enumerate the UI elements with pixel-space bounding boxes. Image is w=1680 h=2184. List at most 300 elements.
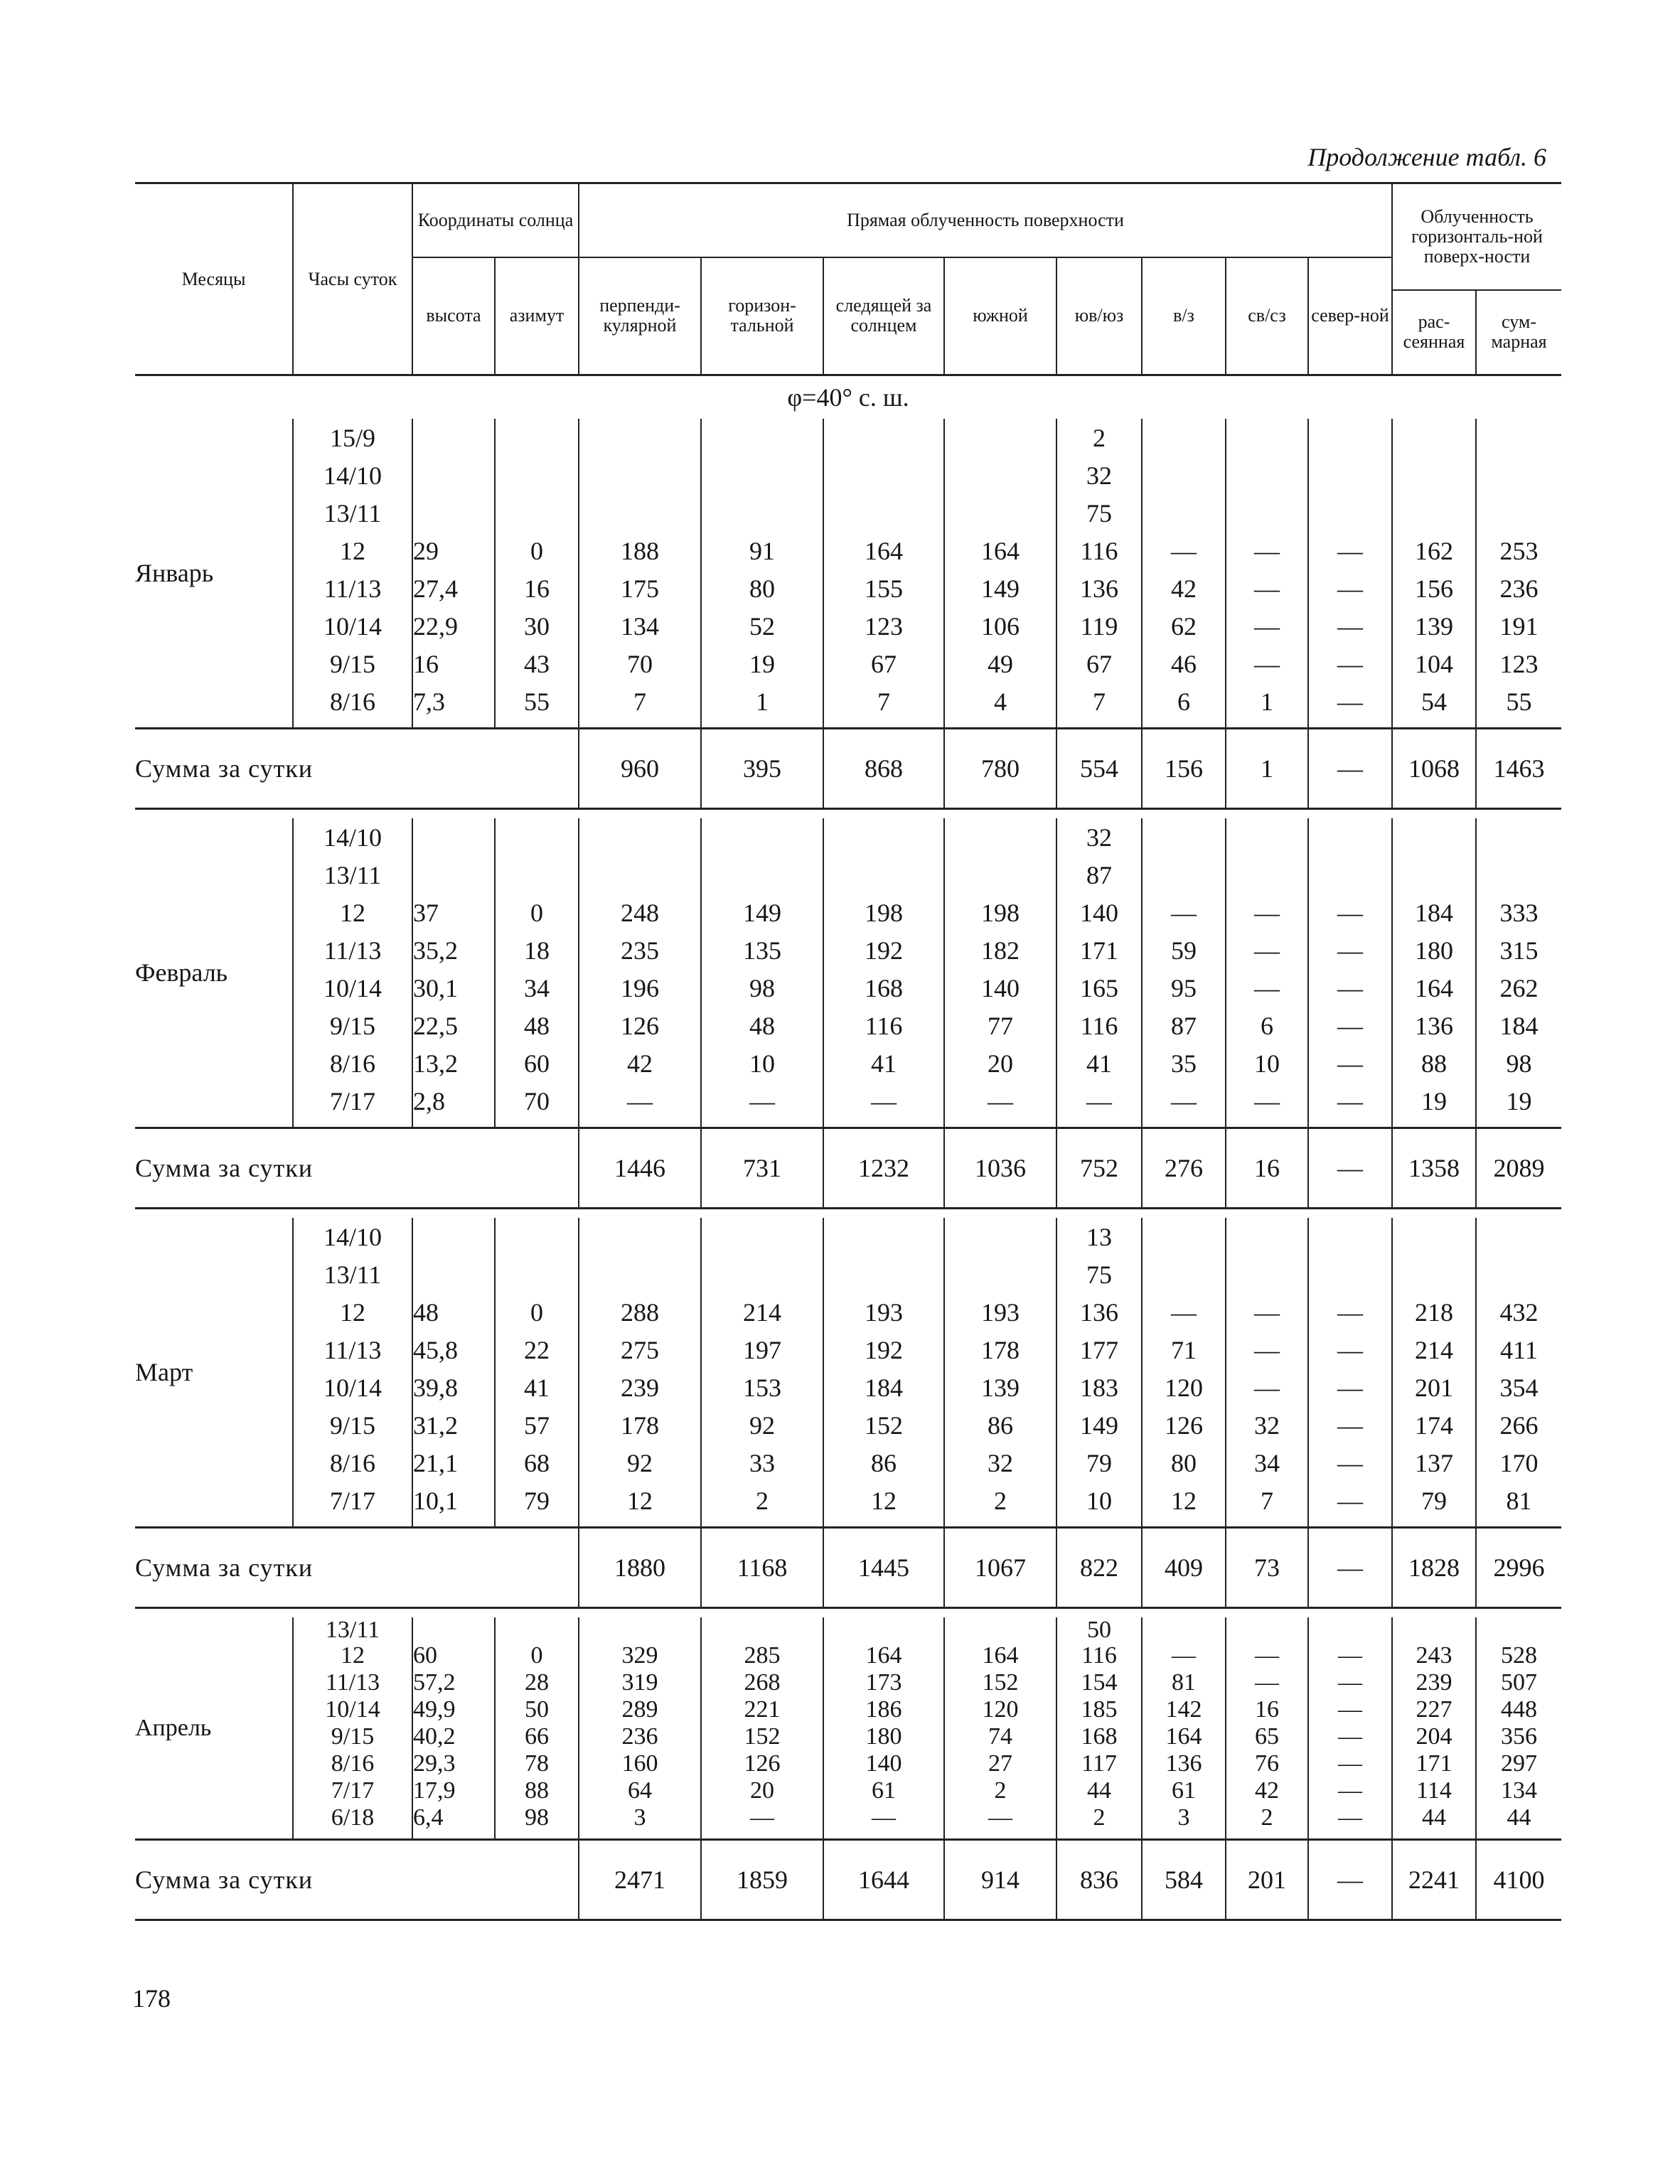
cell-diffuse: 156 [1392, 569, 1476, 607]
cell-north: — [1308, 1369, 1392, 1406]
cell-tracking: 193 [823, 1293, 944, 1331]
cell-diffuse: 44 [1392, 1804, 1476, 1840]
cell-perp [579, 494, 701, 532]
cell-diffuse: 114 [1392, 1777, 1476, 1804]
cell-south: — [944, 1804, 1056, 1840]
cell-se-sw: 2 [1056, 1804, 1142, 1840]
table-row [135, 1406, 1561, 1444]
cell-azimuth [495, 818, 579, 856]
cell-perp: 248 [579, 894, 701, 931]
cell-se-sw: 117 [1056, 1750, 1142, 1777]
cell-north: — [1308, 1642, 1392, 1669]
cell-hour: 13/11 [293, 1617, 412, 1642]
sum-diffuse: 1358 [1392, 1128, 1476, 1209]
cell-e-w: — [1142, 1642, 1226, 1669]
cell-horiz [701, 456, 823, 494]
cell-tracking: 186 [823, 1696, 944, 1723]
table-row [135, 1218, 1561, 1256]
sum-tracking: 868 [823, 729, 944, 809]
cell-horiz [701, 818, 823, 856]
spacer-row [135, 809, 1561, 819]
sum-south: 1067 [944, 1528, 1056, 1608]
cell-tracking: 164 [823, 532, 944, 569]
cell-south: 140 [944, 969, 1056, 1007]
cell-south: 149 [944, 569, 1056, 607]
cell-ne-nw: 65 [1226, 1723, 1308, 1750]
cell-north [1308, 1256, 1392, 1293]
sum-se-sw: 822 [1056, 1528, 1142, 1608]
cell-total: 411 [1476, 1331, 1561, 1369]
cell-se-sw: 7 [1056, 682, 1142, 729]
irradiance-table [135, 182, 1561, 1921]
cell-azimuth [495, 1256, 579, 1293]
cell-se-sw: 165 [1056, 969, 1142, 1007]
cell-diffuse: 227 [1392, 1696, 1476, 1723]
table-row [135, 1007, 1561, 1044]
table-row [135, 1293, 1561, 1331]
cell-height: 17,9 [412, 1777, 495, 1804]
sum-diffuse: 1068 [1392, 729, 1476, 809]
cell-e-w [1142, 419, 1226, 456]
cell-tracking: 7 [823, 682, 944, 729]
cell-hour: 10/14 [293, 969, 412, 1007]
cell-height: 22,9 [412, 607, 495, 645]
cell-height: 39,8 [412, 1369, 495, 1406]
cell-total: 266 [1476, 1406, 1561, 1444]
cell-diffuse [1392, 856, 1476, 894]
cell-total [1476, 818, 1561, 856]
cell-hour: 13/11 [293, 856, 412, 894]
sum-e-w: 409 [1142, 1528, 1226, 1608]
cell-horiz [701, 1218, 823, 1256]
cell-ne-nw: 16 [1226, 1696, 1308, 1723]
cell-diffuse: 184 [1392, 894, 1476, 931]
cell-height: 21,1 [412, 1444, 495, 1482]
table-row [135, 1369, 1561, 1406]
cell-azimuth: 18 [495, 931, 579, 969]
table-row [135, 1256, 1561, 1293]
table-row [135, 569, 1561, 607]
cell-perp [579, 456, 701, 494]
cell-total [1476, 494, 1561, 532]
cell-ne-nw [1226, 456, 1308, 494]
cell-ne-nw: — [1226, 931, 1308, 969]
cell-north [1308, 856, 1392, 894]
cell-ne-nw: — [1226, 1369, 1308, 1406]
cell-south: 182 [944, 931, 1056, 969]
cell-height: 37 [412, 894, 495, 931]
cell-perp: 319 [579, 1669, 701, 1696]
cell-south: — [944, 1082, 1056, 1128]
cell-height: 49,9 [412, 1696, 495, 1723]
cell-e-w: 71 [1142, 1331, 1226, 1369]
cell-se-sw: — [1056, 1082, 1142, 1128]
cell-height: 22,5 [412, 1007, 495, 1044]
cell-total [1476, 456, 1561, 494]
cell-south: 77 [944, 1007, 1056, 1044]
cell-perp: 239 [579, 1369, 701, 1406]
header-e-w: в/з [1142, 257, 1226, 375]
cell-tracking: 192 [823, 1331, 944, 1369]
cell-e-w: 81 [1142, 1669, 1226, 1696]
header-azimuth: азимут [495, 257, 579, 375]
cell-se-sw: 32 [1056, 456, 1142, 494]
cell-total [1476, 1256, 1561, 1293]
cell-hour: 13/11 [293, 1256, 412, 1293]
cell-north: — [1308, 1007, 1392, 1044]
cell-tracking: 164 [823, 1642, 944, 1669]
cell-azimuth [495, 419, 579, 456]
sum-diffuse: 2241 [1392, 1840, 1476, 1920]
cell-azimuth: 68 [495, 1444, 579, 1482]
cell-horiz: 20 [701, 1777, 823, 1804]
cell-azimuth: 78 [495, 1750, 579, 1777]
cell-horiz: 92 [701, 1406, 823, 1444]
cell-azimuth: 0 [495, 1642, 579, 1669]
cell-hour: 11/13 [293, 1331, 412, 1369]
cell-azimuth: 50 [495, 1696, 579, 1723]
sum-row [135, 729, 1561, 809]
cell-perp: 3 [579, 1804, 701, 1840]
cell-south: 2 [944, 1482, 1056, 1528]
sum-e-w: 584 [1142, 1840, 1226, 1920]
cell-perp: 70 [579, 645, 701, 682]
cell-north [1308, 456, 1392, 494]
month-name: Январь [135, 559, 214, 587]
cell-ne-nw [1226, 494, 1308, 532]
cell-north: — [1308, 1750, 1392, 1777]
table-row [135, 1723, 1561, 1750]
cell-tracking [823, 1256, 944, 1293]
cell-north: — [1308, 645, 1392, 682]
cell-south [944, 456, 1056, 494]
cell-tracking [823, 419, 944, 456]
cell-north: — [1308, 1293, 1392, 1331]
spacer-row [135, 1608, 1561, 1618]
spacer [135, 1209, 1561, 1219]
table-row [135, 532, 1561, 569]
cell-total: 191 [1476, 607, 1561, 645]
cell-e-w [1142, 1256, 1226, 1293]
cell-south: 193 [944, 1293, 1056, 1331]
cell-south: 164 [944, 1642, 1056, 1669]
cell-south: 49 [944, 645, 1056, 682]
cell-e-w: 6 [1142, 682, 1226, 729]
cell-horiz: 91 [701, 532, 823, 569]
table-row [135, 1777, 1561, 1804]
cell-se-sw: 119 [1056, 607, 1142, 645]
cell-e-w: 3 [1142, 1804, 1226, 1840]
cell-hour: 7/17 [293, 1777, 412, 1804]
cell-se-sw: 154 [1056, 1669, 1142, 1696]
sum-horiz: 731 [701, 1128, 823, 1209]
table-row [135, 1482, 1561, 1528]
cell-total: 123 [1476, 645, 1561, 682]
cell-se-sw: 116 [1056, 532, 1142, 569]
cell-e-w: — [1142, 1082, 1226, 1128]
cell-total: 170 [1476, 1444, 1561, 1482]
cell-height [412, 818, 495, 856]
cell-se-sw: 87 [1056, 856, 1142, 894]
cell-total [1476, 1218, 1561, 1256]
sum-ne-nw: 16 [1226, 1128, 1308, 1209]
cell-south [944, 494, 1056, 532]
cell-ne-nw: — [1226, 1293, 1308, 1331]
header-hours: Часы суток [293, 183, 412, 375]
cell-height [412, 1256, 495, 1293]
cell-north: — [1308, 894, 1392, 931]
cell-tracking [823, 818, 944, 856]
sum-total: 2089 [1476, 1128, 1561, 1209]
cell-hour: 10/14 [293, 607, 412, 645]
cell-se-sw: 116 [1056, 1642, 1142, 1669]
cell-azimuth: 70 [495, 1082, 579, 1128]
cell-hour: 9/15 [293, 1723, 412, 1750]
cell-e-w: 136 [1142, 1750, 1226, 1777]
cell-e-w: 142 [1142, 1696, 1226, 1723]
cell-hour: 10/14 [293, 1369, 412, 1406]
cell-north [1308, 1218, 1392, 1256]
cell-hour: 8/16 [293, 682, 412, 729]
sum-ne-nw: 201 [1226, 1840, 1308, 1920]
cell-ne-nw: 42 [1226, 1777, 1308, 1804]
cell-tracking [823, 1218, 944, 1256]
cell-south: 2 [944, 1777, 1056, 1804]
sum-se-sw: 752 [1056, 1128, 1142, 1209]
cell-hour: 9/15 [293, 645, 412, 682]
cell-azimuth: 79 [495, 1482, 579, 1528]
month-name: Февраль [135, 958, 228, 987]
cell-perp: 178 [579, 1406, 701, 1444]
cell-north: — [1308, 1669, 1392, 1696]
cell-horiz: 153 [701, 1369, 823, 1406]
cell-total: 262 [1476, 969, 1561, 1007]
cell-hour: 14/10 [293, 818, 412, 856]
cell-e-w: 80 [1142, 1444, 1226, 1482]
cell-height [412, 456, 495, 494]
sum-e-w: 156 [1142, 729, 1226, 809]
cell-diffuse [1392, 818, 1476, 856]
cell-horiz: 152 [701, 1723, 823, 1750]
cell-horiz: 10 [701, 1044, 823, 1082]
cell-height: 13,2 [412, 1044, 495, 1082]
cell-perp: 134 [579, 607, 701, 645]
cell-e-w: 35 [1142, 1044, 1226, 1082]
cell-height: 30,1 [412, 969, 495, 1007]
cell-hour: 9/15 [293, 1007, 412, 1044]
cell-se-sw: 116 [1056, 1007, 1142, 1044]
table-body [135, 375, 1561, 1920]
cell-ne-nw: — [1226, 607, 1308, 645]
cell-perp: 235 [579, 931, 701, 969]
cell-e-w [1142, 1617, 1226, 1642]
cell-perp [579, 1218, 701, 1256]
sum-row [135, 1128, 1561, 1209]
cell-ne-nw [1226, 1617, 1308, 1642]
cell-height: 10,1 [412, 1482, 495, 1528]
sum-total: 2996 [1476, 1528, 1561, 1608]
cell-azimuth: 60 [495, 1044, 579, 1082]
cell-height: 40,2 [412, 1723, 495, 1750]
cell-se-sw: 67 [1056, 645, 1142, 682]
cell-total: 507 [1476, 1669, 1561, 1696]
cell-perp: 289 [579, 1696, 701, 1723]
header-se-sw: юв/юз [1056, 257, 1142, 375]
header-horiz-irr: Облученность горизонталь-ной поверх-ности [1392, 183, 1561, 290]
table-row [135, 607, 1561, 645]
cell-perp: 196 [579, 969, 701, 1007]
cell-south [944, 856, 1056, 894]
cell-south: 198 [944, 894, 1056, 931]
sum-total: 1463 [1476, 729, 1561, 809]
sum-row [135, 1840, 1561, 1920]
cell-hour: 12 [293, 1642, 412, 1669]
cell-perp: 7 [579, 682, 701, 729]
cell-azimuth: 0 [495, 1293, 579, 1331]
cell-ne-nw: 34 [1226, 1444, 1308, 1482]
cell-horiz: — [701, 1804, 823, 1840]
cell-tracking: — [823, 1804, 944, 1840]
cell-diffuse [1392, 1218, 1476, 1256]
cell-ne-nw [1226, 1218, 1308, 1256]
cell-azimuth: 88 [495, 1777, 579, 1804]
cell-azimuth [495, 1218, 579, 1256]
cell-e-w [1142, 856, 1226, 894]
cell-tracking [823, 1617, 944, 1642]
cell-e-w: — [1142, 894, 1226, 931]
table-row [135, 931, 1561, 969]
cell-diffuse: 137 [1392, 1444, 1476, 1482]
cell-perp: 236 [579, 1723, 701, 1750]
cell-height: 2,8 [412, 1082, 495, 1128]
cell-azimuth: 34 [495, 969, 579, 1007]
cell-diffuse: 88 [1392, 1044, 1476, 1082]
cell-total: 333 [1476, 894, 1561, 931]
cell-total: 356 [1476, 1723, 1561, 1750]
cell-e-w [1142, 456, 1226, 494]
cell-perp: 92 [579, 1444, 701, 1482]
cell-perp: 275 [579, 1331, 701, 1369]
cell-horiz: 126 [701, 1750, 823, 1777]
table-row [135, 494, 1561, 532]
cell-e-w: 120 [1142, 1369, 1226, 1406]
cell-horiz: 1 [701, 682, 823, 729]
cell-e-w: 126 [1142, 1406, 1226, 1444]
cell-diffuse: 180 [1392, 931, 1476, 969]
cell-ne-nw: 1 [1226, 682, 1308, 729]
table-row [135, 419, 1561, 456]
table-row [135, 1669, 1561, 1696]
sum-south: 914 [944, 1840, 1056, 1920]
cell-ne-nw: 6 [1226, 1007, 1308, 1044]
cell-hour: 8/16 [293, 1444, 412, 1482]
cell-hour: 11/13 [293, 931, 412, 969]
cell-horiz: — [701, 1082, 823, 1128]
cell-hour: 8/16 [293, 1044, 412, 1082]
header-south: южной [944, 257, 1056, 375]
cell-se-sw: 183 [1056, 1369, 1142, 1406]
cell-south: 106 [944, 607, 1056, 645]
cell-north: — [1308, 969, 1392, 1007]
table-row [135, 1642, 1561, 1669]
cell-se-sw: 75 [1056, 1256, 1142, 1293]
cell-hour: 12 [293, 1293, 412, 1331]
cell-hour: 6/18 [293, 1804, 412, 1840]
cell-total: 236 [1476, 569, 1561, 607]
cell-horiz: 48 [701, 1007, 823, 1044]
cell-tracking: 123 [823, 607, 944, 645]
sum-north: — [1308, 729, 1392, 809]
table-row [135, 645, 1561, 682]
cell-e-w: 46 [1142, 645, 1226, 682]
cell-diffuse: 164 [1392, 969, 1476, 1007]
cell-height [412, 419, 495, 456]
cell-azimuth: 0 [495, 894, 579, 931]
cell-horiz [701, 856, 823, 894]
cell-diffuse: 79 [1392, 1482, 1476, 1528]
spacer-row [135, 1209, 1561, 1219]
cell-south: 27 [944, 1750, 1056, 1777]
cell-north [1308, 494, 1392, 532]
sum-north: — [1308, 1128, 1392, 1209]
cell-ne-nw [1226, 419, 1308, 456]
table-header [135, 183, 1561, 375]
table-row [135, 894, 1561, 931]
cell-horiz: 2 [701, 1482, 823, 1528]
cell-north: — [1308, 532, 1392, 569]
cell-south: 20 [944, 1044, 1056, 1082]
cell-diffuse: 104 [1392, 645, 1476, 682]
latitude-label: φ=40° с. ш. [135, 375, 1561, 419]
cell-azimuth [495, 494, 579, 532]
cell-hour: 11/13 [293, 1669, 412, 1696]
cell-diffuse: 204 [1392, 1723, 1476, 1750]
cell-south [944, 818, 1056, 856]
cell-perp [579, 818, 701, 856]
cell-e-w: 164 [1142, 1723, 1226, 1750]
cell-tracking [823, 456, 944, 494]
cell-height: 6,4 [412, 1804, 495, 1840]
cell-tracking: 86 [823, 1444, 944, 1482]
cell-e-w [1142, 1218, 1226, 1256]
cell-diffuse: 201 [1392, 1369, 1476, 1406]
cell-hour: 12 [293, 532, 412, 569]
table-row [135, 1804, 1561, 1840]
cell-azimuth [495, 1617, 579, 1642]
cell-se-sw: 79 [1056, 1444, 1142, 1482]
cell-se-sw: 136 [1056, 569, 1142, 607]
cell-total: 55 [1476, 682, 1561, 729]
cell-diffuse: 214 [1392, 1331, 1476, 1369]
cell-north: — [1308, 1482, 1392, 1528]
cell-e-w: 95 [1142, 969, 1226, 1007]
month-name: Апрель [135, 1714, 212, 1741]
sum-perp: 960 [579, 729, 701, 809]
cell-e-w: 42 [1142, 569, 1226, 607]
cell-hour: 7/17 [293, 1482, 412, 1528]
table-row [135, 456, 1561, 494]
table-row [135, 1444, 1561, 1482]
cell-diffuse: 54 [1392, 682, 1476, 729]
header-tracking: следящей за солнцем [823, 257, 944, 375]
sum-label: Сумма за сутки [135, 1528, 579, 1608]
cell-total: 448 [1476, 1696, 1561, 1723]
cell-hour: 15/9 [293, 419, 412, 456]
cell-height: 29 [412, 532, 495, 569]
cell-azimuth: 30 [495, 607, 579, 645]
cell-e-w [1142, 494, 1226, 532]
cell-ne-nw: — [1226, 1669, 1308, 1696]
